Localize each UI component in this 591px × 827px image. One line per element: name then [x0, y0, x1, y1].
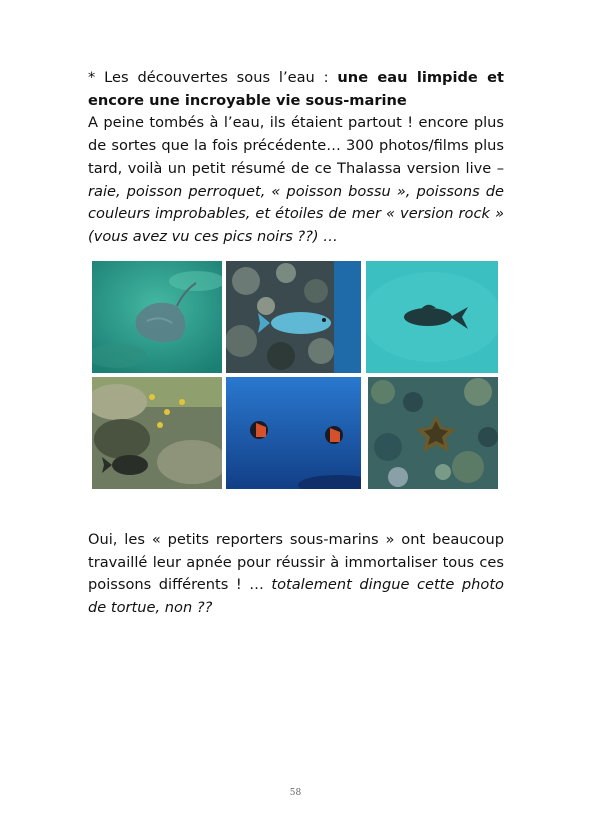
- photo-starfish: [368, 377, 498, 489]
- photo-grid: [92, 260, 498, 491]
- intro-bullet-prefix: * Les découvertes sous l’eau :: [88, 69, 338, 86]
- photo-stingray: [92, 261, 222, 373]
- intro-bullet-bold: une eau limpide et encore une incroyable vie sous-marine: [88, 69, 505, 109]
- bumphead-photo-image: [366, 261, 498, 373]
- photo-reef-fish: [92, 377, 222, 489]
- outro-text-italic: totalement dingue cette photo de tortue, non ??: [88, 576, 504, 617]
- photo-angelfish: [226, 377, 361, 489]
- page-number: 58: [289, 788, 302, 798]
- photo-bumphead: [366, 261, 498, 373]
- photo-parrotfish: [226, 261, 361, 373]
- intro-text-italic: raie, poisson perroquet, « poisson bossu », poissons de couleurs improbables, et étoiles de mer « version rock » (vous avez vu ces pics noirs ??) …: [88, 182, 504, 245]
- reef-fish-photo-image: [92, 377, 222, 489]
- stingray-photo-image: [92, 261, 222, 373]
- intro-paragraph: [88, 67, 504, 249]
- angelfish-photo-image: [226, 377, 361, 489]
- outro-paragraph: [88, 529, 504, 620]
- starfish-photo-image: [368, 377, 498, 489]
- intro-text: A peine tombés à l’eau, ils étaient partout ! encore plus de sortes que la fois précédente… 300 photos/films plus tard, voilà un petit résumé de ce Thalassa version live –: [88, 114, 504, 177]
- parrotfish-photo-image: [226, 261, 361, 373]
- outro-text: Oui, les « petits reporters sous-marins » ont beaucoup travaillé leur apnée pour réussir à immortaliser tous ces poissons différents ! …: [88, 531, 504, 594]
